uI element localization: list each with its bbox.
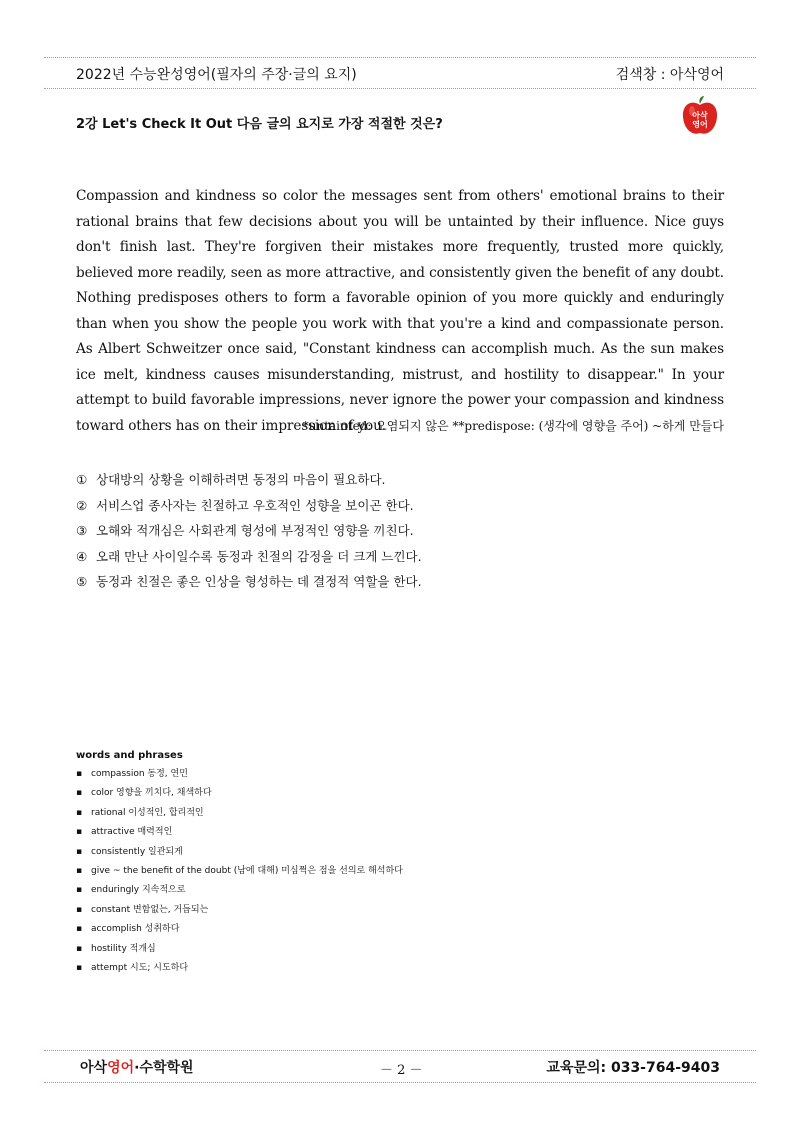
vocabulary-item: [76, 768, 403, 787]
choice-number: ③: [76, 523, 88, 538]
vocabulary-text: attractive 매력적인: [91, 827, 173, 838]
header-top-rule: [44, 57, 756, 58]
header-search: 검색창 : 아삭영어: [615, 67, 724, 83]
vocabulary-text: compassion 동정, 연민: [91, 769, 188, 779]
choice-number: ⑤: [76, 574, 88, 589]
vocabulary-text: constant 변함없는, 거듭되는: [91, 904, 209, 915]
bullet-icon: ▪: [76, 807, 83, 818]
choice-text: 동정과 친절은 좋은 인상을 형성하는 데 결정적 역할을 한다.: [96, 574, 422, 589]
choice-text: 서비스업 종사자는 친절하고 우호적인 성향을 보이곤 한다.: [96, 497, 414, 513]
choice-number: ④: [76, 548, 88, 564]
choice-number: ①: [76, 472, 88, 487]
bullet-icon: ▪: [76, 846, 83, 857]
bullet-icon: ▪: [76, 769, 83, 779]
choice-3[interactable]: [76, 521, 422, 547]
vocabulary-item: [76, 787, 403, 806]
footnote: *untainted: 오염되지 않은 **predispose: (생각에 영향을 주어) ~하게 만들다: [302, 419, 724, 433]
bullet-icon: ▪: [76, 904, 83, 915]
choice-number: ②: [76, 497, 88, 513]
vocabulary-item: [76, 865, 403, 884]
vocabulary-item: [76, 904, 403, 923]
vocabulary-text: give ~ the benefit of the doubt (남에 대해) 미심쩍은 점을 선의로 해석하다: [91, 865, 403, 876]
bullet-icon: ▪: [76, 865, 83, 876]
vocabulary-section: [76, 750, 403, 981]
bullet-icon: ▪: [76, 943, 83, 954]
footer-contact: 교육문의: 033-764-9403: [546, 1060, 720, 1076]
question-prompt: 2강 Let's Check It Out 다음 글의 요지로 가장 적절한 것은?: [76, 117, 443, 132]
vocabulary-item: [76, 943, 403, 962]
reading-passage: Compassion and kindness so color the messages sent from others' emotional brains to their rational brains that few decisions about you will be untainted by their influence. Nice guys don't finish last. They're forgiven their mistakes more frequently, trusted more quickly, believed more readily, seen as more attractive, and consistently given the benefit of any doubt. Nothing predisposes others to form a favorable opinion of you more quickly and enduringly than when you show the people you work with that you're a kind and compassionate person. As Albert Schweitzer once said, "Constant kindness can accomplish much. As the sun makes ice melt, kindness causes misunderstanding, mistrust, and hostility to disappear." In your attempt to build favorable impressions, never ignore the power your compassion and kindness toward others has on their impression of you.: [76, 188, 724, 434]
bullet-icon: ▪: [76, 788, 83, 799]
vocabulary-text: consistently 일관되게: [91, 846, 183, 857]
vocabulary-text: enduringly 지속적으로: [91, 885, 186, 896]
academy-part3: ·수학학원: [134, 1060, 194, 1076]
answer-choices: [76, 470, 422, 598]
choice-4[interactable]: [76, 547, 422, 573]
header-bottom-rule: [44, 88, 756, 89]
page-number: － 2 －: [380, 1063, 423, 1078]
vocabulary-item: [76, 807, 403, 826]
choice-2[interactable]: [76, 496, 422, 522]
bullet-icon: ▪: [76, 962, 83, 973]
header-title: 2022년 수능완성영어(필자의 주장·글의 요지): [76, 67, 357, 83]
academy-part2: 영어: [107, 1060, 135, 1076]
footer-top-rule: [44, 1050, 756, 1051]
vocabulary-text: rational 이성적인, 합리적인: [91, 807, 204, 818]
vocabulary-text: color 영향을 끼치다, 채색하다: [91, 788, 212, 799]
logo-text-line1: 아삭: [692, 111, 708, 120]
choice-text: 상대방의 상황을 이해하려면 동정의 마음이 필요하다.: [96, 472, 386, 487]
vocabulary-item: [76, 923, 403, 942]
vocabulary-title: words and phrases: [76, 750, 183, 761]
bullet-icon: ▪: [76, 827, 83, 838]
vocabulary-text: attempt 시도; 시도하다: [91, 962, 189, 973]
bullet-icon: ▪: [76, 885, 83, 896]
choice-text: 오해와 적개심은 사회관계 형성에 부정적인 영향을 끼친다.: [96, 523, 414, 538]
choice-5[interactable]: [76, 572, 422, 598]
apple-logo: [681, 95, 719, 137]
choice-text: 오래 만난 사이일수록 동정과 친절의 감정을 더 크게 느낀다.: [96, 548, 422, 564]
footer-academy-name: [80, 1057, 194, 1077]
vocabulary-item: [76, 846, 403, 865]
choice-1[interactable]: [76, 470, 422, 496]
vocabulary-text: hostility 적개심: [91, 943, 156, 954]
bullet-icon: ▪: [76, 924, 83, 935]
vocabulary-text: accomplish 성취하다: [91, 924, 180, 935]
academy-part1: 아삭: [80, 1060, 108, 1076]
vocabulary-item: [76, 962, 403, 981]
footer-bottom-rule: [44, 1082, 756, 1083]
vocabulary-item: [76, 884, 403, 903]
logo-text-line2: 영어: [692, 120, 708, 129]
vocabulary-item: [76, 826, 403, 845]
